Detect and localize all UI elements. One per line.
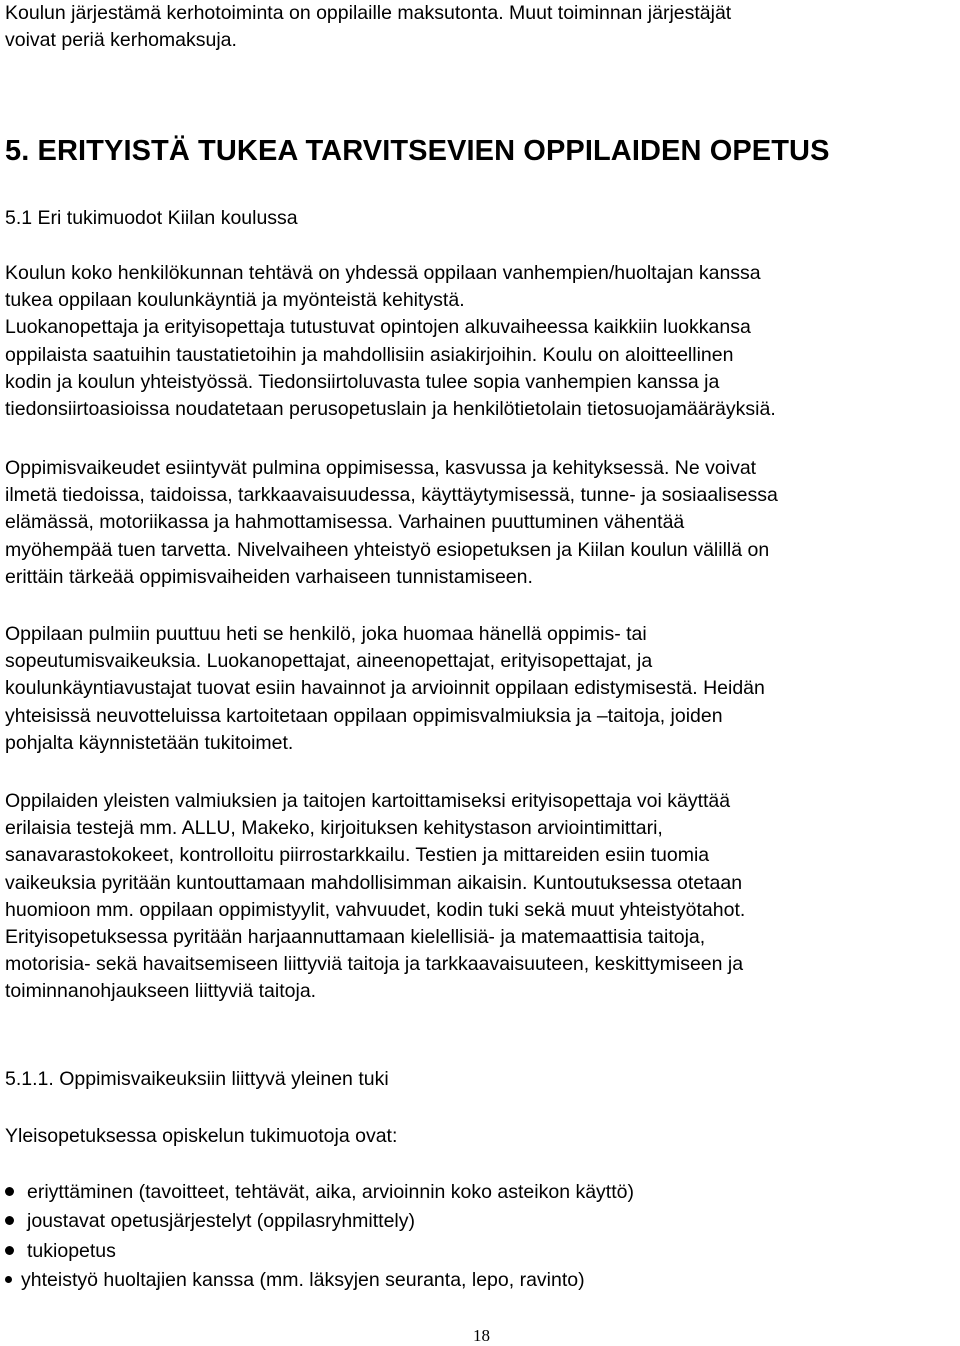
paragraph-4 xyxy=(5,788,955,1006)
text-line: oppilaista saatuihin taustatietoihin ja mahdollisiin asiakirjoihin. Koulu on aloitteellinen xyxy=(5,343,734,366)
list-item-text: tukiopetus xyxy=(27,1239,116,1262)
bullet-icon xyxy=(5,1216,14,1225)
list-intro: Yleisopetuksessa opiskelun tukimuotoja ovat: xyxy=(5,1125,398,1147)
paragraph-1 xyxy=(5,260,955,423)
text-line: Koulun koko henkilökunnan tehtävä on yhdessä oppilaan vanhempien/huoltajan kanssa xyxy=(5,262,761,284)
list-item-text: yhteistyö huoltajien kanssa (mm. läksyjen seuranta, lepo, ravinto) xyxy=(21,1268,585,1291)
section-title: 5. ERITYISTÄ TUKEA TARVITSEVIEN OPPILAIDEN OPETUS xyxy=(5,135,830,167)
text-line: Koulun järjestämä kerhotoiminta on oppilaille maksutonta. Muut toiminnan järjestäjät xyxy=(5,2,732,24)
text-line: Oppimisvaikeudet esiintyvät pulmina oppimisessa, kasvussa ja kehityksessä. Ne voivat xyxy=(5,457,757,479)
bullet-icon xyxy=(5,1187,14,1196)
text-line: Erityisopetuksessa pyritään harjaannuttamaan kielellisiä- ja matemaattisia taitoja, xyxy=(5,926,706,949)
text-line: elämässä, motoriikassa ja hahmottamisessa. Varhainen puuttuminen vähentää xyxy=(5,511,685,534)
text-line: erilaisia testejä mm. ALLU, Makeko, kirjoituksen kehitystason arviointimittari, xyxy=(5,817,663,840)
list-item-text: joustavat opetusjärjestelyt (oppilasryhmittely) xyxy=(27,1210,416,1233)
text-line: pohjalta käynnistetään tukitoimet. xyxy=(5,731,294,754)
sub-subsection-title: 5.1.1. Oppimisvaikeuksiin liittyvä yleinen tuki xyxy=(5,1068,389,1090)
text-line: huomioon mm. oppilaan oppimistyylit, vahvuudet, kodin tuki sekä muut yhteistyötahot. xyxy=(5,898,746,921)
list-item xyxy=(5,1237,955,1266)
text-line: Oppilaan pulmiin puuttuu heti se henkilö, joka huomaa hänellä oppimis- tai xyxy=(5,623,647,645)
bullet-icon xyxy=(5,1246,14,1255)
text-line: kodin ja koulun yhteistyössä. Tiedonsiirtoluvasta tulee sopia vanhempien kanssa ja xyxy=(5,370,720,393)
text-line: voivat periä kerhomaksuja. xyxy=(5,29,237,52)
text-line: Oppilaiden yleisten valmiuksien ja taitojen kartoittamiseksi erityisopettaja voi käyttää xyxy=(5,790,731,812)
list-item xyxy=(5,1266,955,1295)
text-line: sanavarastokokeet, kontrolloitu piirrostarkkailu. Testien ja mittareiden esiin tuomia xyxy=(5,844,710,867)
paragraph-3 xyxy=(5,621,955,757)
text-line: koulunkäyntiavustajat tuovat esiin havainnot ja arvioinnit oppilaan edistymisestä. Heidän xyxy=(5,677,765,700)
bullet-icon xyxy=(5,1276,12,1283)
text-line: vaikeuksia pyritään kuntouttamaan mahdollisimman aikaisin. Kuntoutuksessa otetaan xyxy=(5,871,743,894)
page-number: 18 xyxy=(473,1326,490,1345)
text-line: erittäin tärkeää oppimisvaiheiden varhaiseen tunnistamiseen. xyxy=(5,565,533,588)
text-line: ilmetä tiedoissa, taidoissa, tarkkaavaisuudessa, käyttäytymisessä, tunne- ja sosiaalisessa xyxy=(5,484,778,507)
text-line: myöhempää tuen tarvetta. Nivelvaiheen yhteistyö esiopetuksen ja Kiilan koulun välillä on xyxy=(5,538,770,561)
intro-paragraph xyxy=(5,0,955,54)
paragraph-2 xyxy=(5,455,955,591)
list-item xyxy=(5,1178,955,1207)
list-item xyxy=(5,1207,955,1236)
list-item-text: eriyttäminen (tavoitteet, tehtävät, aika, arvioinnin koko asteikon käyttö) xyxy=(27,1181,634,1203)
support-forms-list xyxy=(5,1178,955,1295)
text-line: motorisia- sekä havaitsemiseen liittyviä taitoja ja tarkkaavaisuuteen, keskittymiseen ja xyxy=(5,953,744,976)
text-line: tiedonsiirtoasioissa noudatetaan perusopetuslain ja henkilötietolain tietosuojamääräyksiä. xyxy=(5,398,776,421)
text-line: Luokanopettaja ja erityisopettaja tutustuvat opintojen alkuvaiheessa kaikkiin luokkansa xyxy=(5,316,751,339)
text-line: yhteisissä neuvotteluissa kartoitetaan oppilaan oppimisvalmiuksia ja –taitoja, joiden xyxy=(5,704,723,727)
subsection-title: 5.1 Eri tukimuodot Kiilan koulussa xyxy=(5,207,298,229)
text-line: tukea oppilaan koulunkäyntiä ja myönteistä kehitystä. xyxy=(5,289,465,312)
text-line: sopeutumisvaikeuksia. Luokanopettajat, aineenopettajat, erityisopettajat, ja xyxy=(5,650,653,673)
text-line: toiminnanohjaukseen liittyviä taitoja. xyxy=(5,980,317,1003)
